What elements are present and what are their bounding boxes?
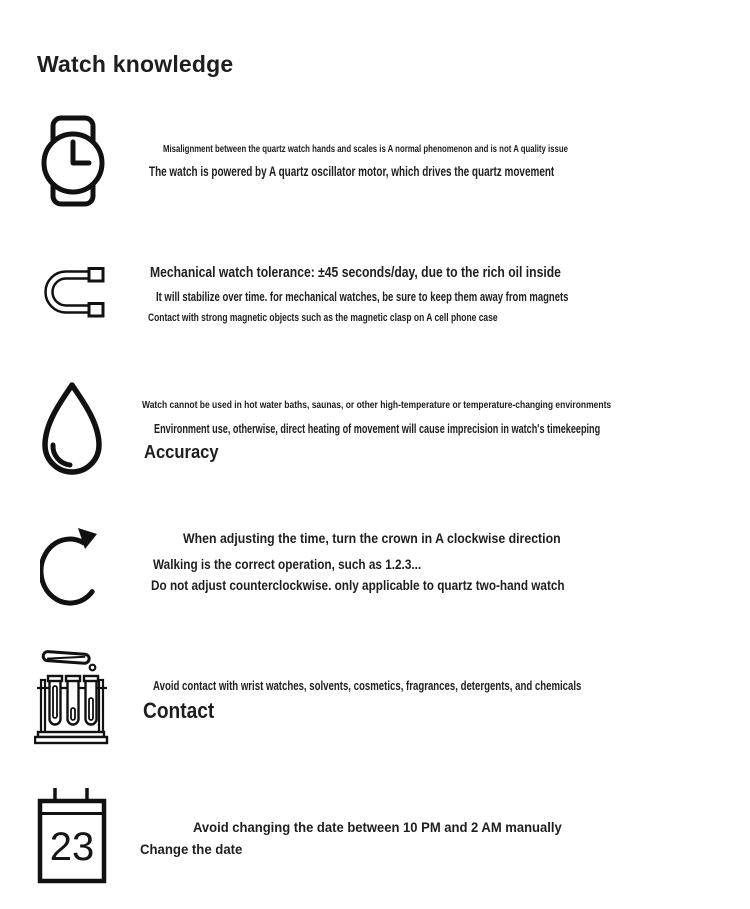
quartz-watch-icon [40,115,106,207]
water-drop-icon [39,381,105,479]
knowledge-line: Contact with strong magnetic objects such as the magnetic clasp on A cell phone case [148,312,498,324]
knowledge-line: Misalignment between the quartz watch hands and scales is A normal phenomenon and is not A quality issue [163,144,568,155]
knowledge-line: Avoid contact with wrist watches, solvents, cosmetics, fragrances, detergents, and chemicals [153,678,582,693]
knowledge-line: Do not adjust counterclockwise. only applicable to quartz two-hand watch [151,577,565,593]
page-title: Watch knowledge [37,51,234,78]
knowledge-line: Accuracy [144,442,219,462]
knowledge-line: It will stabilize over time. for mechanical watches, be sure to keep them away from magnets [156,289,569,304]
test-tubes-icon [34,648,116,746]
knowledge-line: Contact [143,698,215,723]
knowledge-line: When adjusting the time, turn the crown in A clockwise direction [183,530,561,546]
knowledge-line: The watch is powered by A quartz oscillator motor, which drives the quartz movement [149,163,555,179]
knowledge-line: Environment use, otherwise, direct heating of movement will cause imprecision in watch's timekeeping [154,421,601,436]
knowledge-line: Walking is the correct operation, such as 1.2.3... [153,556,422,572]
knowledge-line: Change the date [140,841,243,857]
knowledge-line: Avoid changing the date between 10 PM and 2 AM manually [193,819,562,835]
knowledge-line: Mechanical watch tolerance: ±45 seconds/day, due to the rich oil inside [150,264,561,281]
magnet-icon [42,267,106,323]
calendar-day-number: 23 [49,825,95,869]
clockwise-rotation-icon [40,525,104,609]
knowledge-line: Watch cannot be used in hot water baths, saunas, or other high-temperature or temperature-changing environments [142,400,612,411]
